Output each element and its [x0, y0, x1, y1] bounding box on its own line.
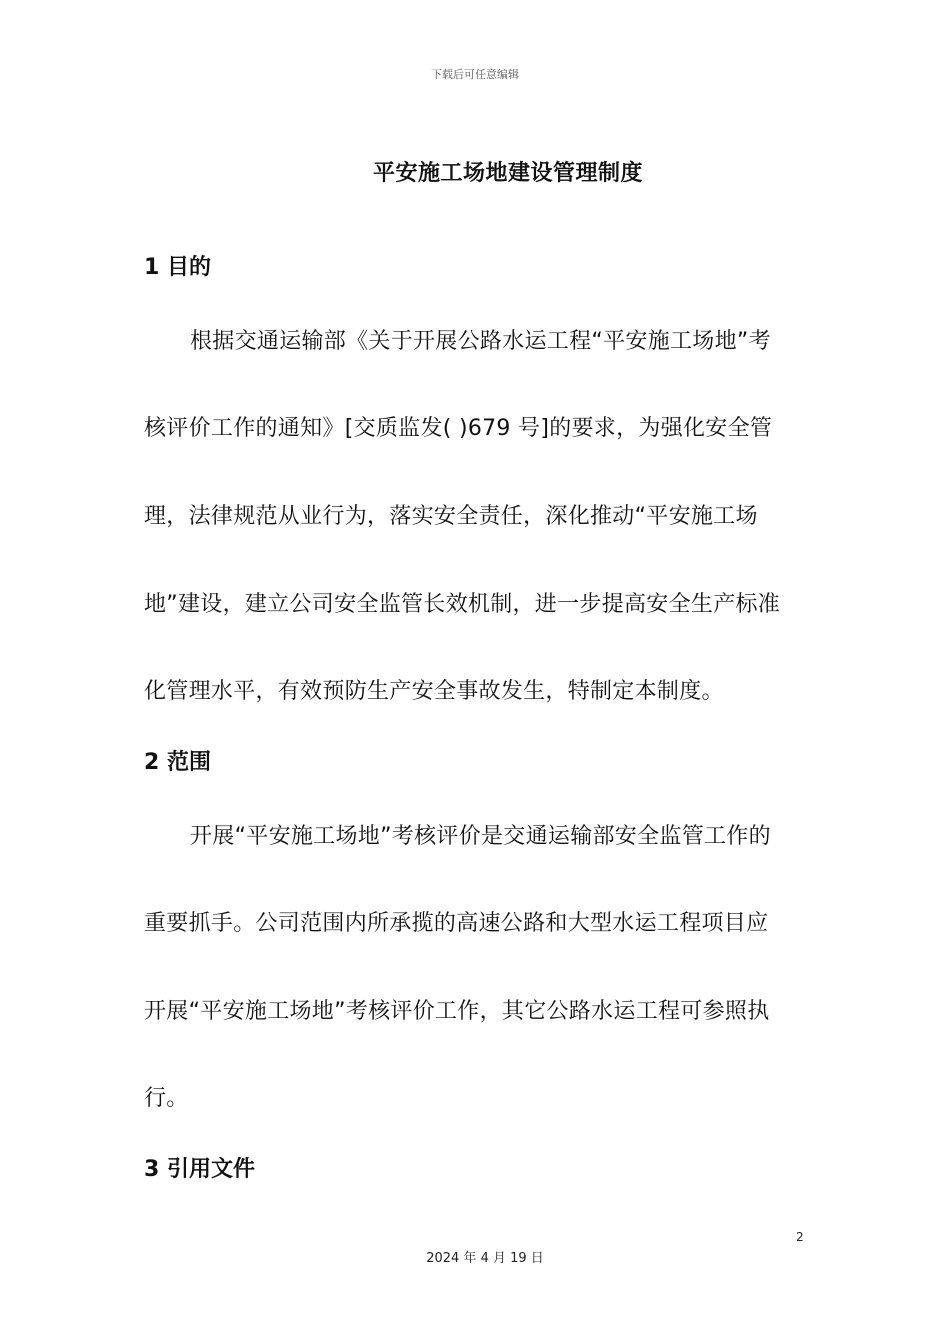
- footer-date: 2024 年 4 月 19 日: [426, 1251, 544, 1266]
- paragraph-line: 重要抓手。公司范围内所承揽的高速公路和大型水运工程项目应: [144, 911, 769, 936]
- paragraph-line: 地”建设，建立公司安全监管长效机制，进一步提高安全生产标准: [144, 592, 781, 617]
- paragraph-line: 开展“平安施工场地”考核评价工作，其它公路水运工程可参照执: [144, 999, 770, 1024]
- section-heading-scope: 2 范围: [144, 750, 211, 775]
- page-number: 2: [796, 1230, 804, 1244]
- header-note: 下载后可任意编辑: [431, 68, 519, 81]
- paragraph-line: 核评价工作的通知》[交质监发( )679 号]的要求，为强化安全管: [144, 416, 773, 441]
- document-title: 平安施工场地建设管理制度: [372, 161, 643, 186]
- paragraph-line: 行。: [144, 1086, 189, 1111]
- paragraph-line: 根据交通运输部《关于开展公路水运工程“平安施工场地”考: [190, 329, 771, 354]
- paragraph-line: 化管理水平，有效预防生产安全事故发生，特制定本制度。: [144, 679, 724, 704]
- section-heading-purpose: 1 目的: [144, 255, 211, 280]
- section-heading-references: 3 引用文件: [144, 1157, 255, 1182]
- paragraph-line: 理，法律规范从业行为，落实安全责任，深化推动“平安施工场: [144, 504, 758, 529]
- paragraph-line: 开展“平安施工场地”考核评价是交通运输部安全监管工作的: [190, 824, 771, 849]
